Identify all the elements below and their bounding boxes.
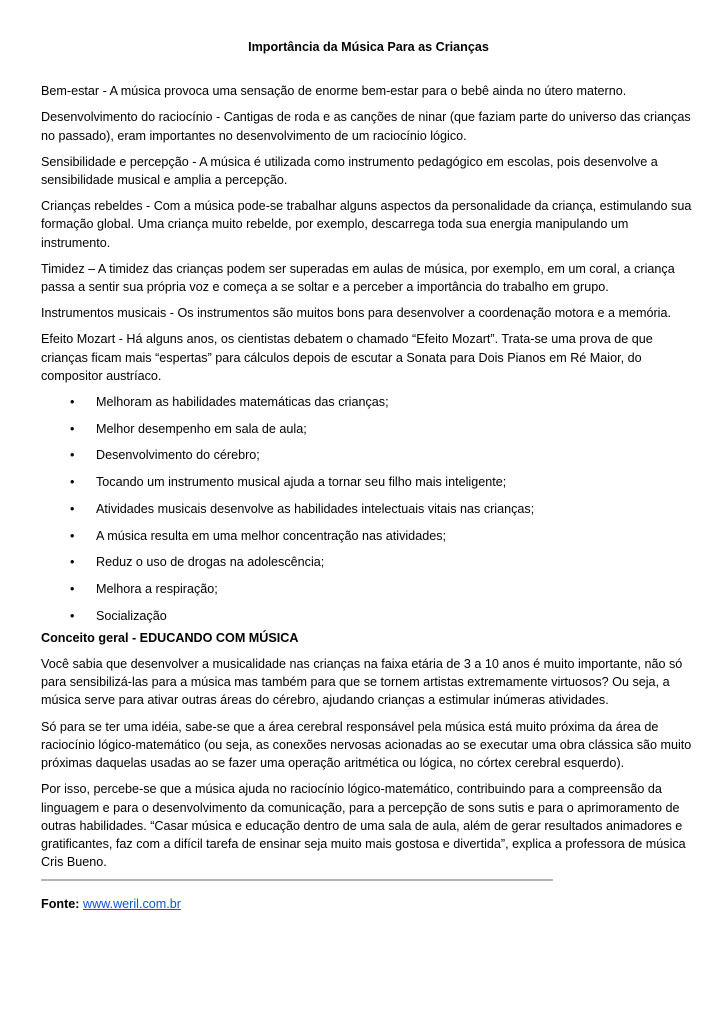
paragraph-efeito-mozart: Efeito Mozart - Há alguns anos, os cientistas debatem o chamado “Efeito Mozart”. Trata-se uma prova de que crianças ficam mais “espertas” para cálculos depois de escutar a Sonata para Dois Pianos em Ré Maior, do compositor austríaco. — [41, 332, 653, 383]
list-item — [41, 607, 696, 625]
paragraph-sensibilidade: Sensibilidade e percepção - A música é utilizada como instrumento pedagógico em escolas, pois desenvolve a sensibilidade musical e amplia a percepção. — [41, 154, 658, 188]
paragraph-area-cerebral: Só para se ter uma idéia, sabe-se que a área cerebral responsável pela música está muito próxima da área de raciocínio lógico-matemático (ou seja, as conexões nervosas acionadas ao se executar uma obra clássica são muito próximas daquelas usadas ao se fazer uma operação aritmética ou lógica, no córtex cerebral esquerdo). — [41, 719, 692, 771]
paragraph-raciocinio: Desenvolvimento do raciocínio - Cantigas de roda e as canções de ninar (que faziam parte do universo das crianças no passado), eram importantes no desenvolvimento de um raciocínio lógico. — [41, 110, 691, 143]
list-item-text: A música resulta em uma melhor concentração nas atividades; — [96, 528, 446, 543]
bullet-icon: • — [70, 528, 75, 543]
paragraph-bem-estar: Bem-estar - A música provoca uma sensação de enorme bem-estar para o bebê ainda no útero materno. — [41, 84, 627, 99]
paragraph-criancas-rebeldes: Crianças rebeldes - Com a música pode-se trabalhar alguns aspectos da personalidade da criança, estimulando sua formação global. Uma criança muito rebelde, por exemplo, descarrega toda sua energia manipulando um instrumento. — [41, 199, 692, 250]
list-item-text: Melhoram as habilidades matemáticas das crianças; — [96, 395, 389, 410]
document-page — [41, 38, 696, 914]
list-item — [41, 500, 696, 518]
benefits-list — [41, 393, 696, 625]
bullet-icon: • — [70, 448, 75, 463]
document-title: Importância da Música Para as Crianças — [248, 40, 489, 54]
paragraph-instrumentos: Instrumentos musicais - Os instrumentos são muitos bons para desenvolver a coordenação motora e a memória. — [41, 306, 671, 321]
source-link[interactable]: www.weril.com.br — [82, 897, 181, 912]
source-label: Fonte: — [41, 897, 80, 912]
source-line — [41, 895, 696, 913]
list-item-text: Reduz o uso de drogas na adolescência; — [96, 555, 325, 570]
bullet-icon: • — [70, 421, 75, 436]
list-item-text: Desenvolvimento do cérebro; — [96, 448, 260, 463]
list-item-text: Tocando um instrumento musical ajuda a tornar seu filho mais inteligente; — [96, 475, 507, 490]
bullet-icon: • — [70, 555, 75, 570]
section-heading: Conceito geral - EDUCANDO COM MÚSICA — [41, 630, 299, 645]
list-item-text: Atividades musicais desenvolve as habilidades intelectuais vitais nas crianças; — [96, 501, 535, 516]
bullet-icon: • — [70, 581, 75, 596]
paragraph-conclusao: Por isso, percebe-se que a música ajuda no raciocínio lógico-matemático, contribuindo para a compreensão da linguagem e para o desenvolvimento da comunicação, para a percepção de sons sutis e para o aprimoramento de outras habilidades. “Casar música e educação dentro de uma sala de aula, além de gerar resultados animadores e gratificantes, faz com a difícil tarefa de ensinar seja muito mais gostosa e divertida”, explica a professora de música Cris Bueno. — [41, 782, 686, 870]
list-item — [41, 473, 696, 491]
list-item-text: Melhor desempenho em sala de aula; — [96, 421, 307, 436]
paragraph-musicalidade: Você sabia que desenvolver a musicalidade nas crianças na faixa etária de 3 a 10 anos é muito importante, não só para sensibilizá-las para a música mas também para que se tornem artistas extremamente virtuosos? Ou seja, a música serve para ativar outras áreas do cérebro, ajudando crianças a estimular inúmeras atividades. — [41, 657, 683, 708]
list-item — [41, 446, 696, 464]
bullet-icon: • — [70, 501, 75, 516]
list-item-text: Melhora a respiração; — [96, 581, 218, 596]
footnote-divider — [41, 879, 553, 881]
list-item — [41, 580, 696, 598]
list-item — [41, 527, 696, 545]
bullet-icon: • — [70, 608, 75, 623]
list-item — [41, 420, 696, 438]
list-item-text: Socialização — [96, 608, 167, 623]
list-item — [41, 393, 696, 411]
bullet-icon: • — [70, 395, 75, 410]
paragraph-timidez: Timidez – A timidez das crianças podem ser superadas em aulas de música, por exemplo, em um coral, a criança passa a sentir sua própria voz e começa a se soltar e a perceber a importância do trabalho em grupo. — [41, 261, 675, 295]
list-item — [41, 553, 696, 571]
bullet-icon: • — [70, 475, 75, 490]
